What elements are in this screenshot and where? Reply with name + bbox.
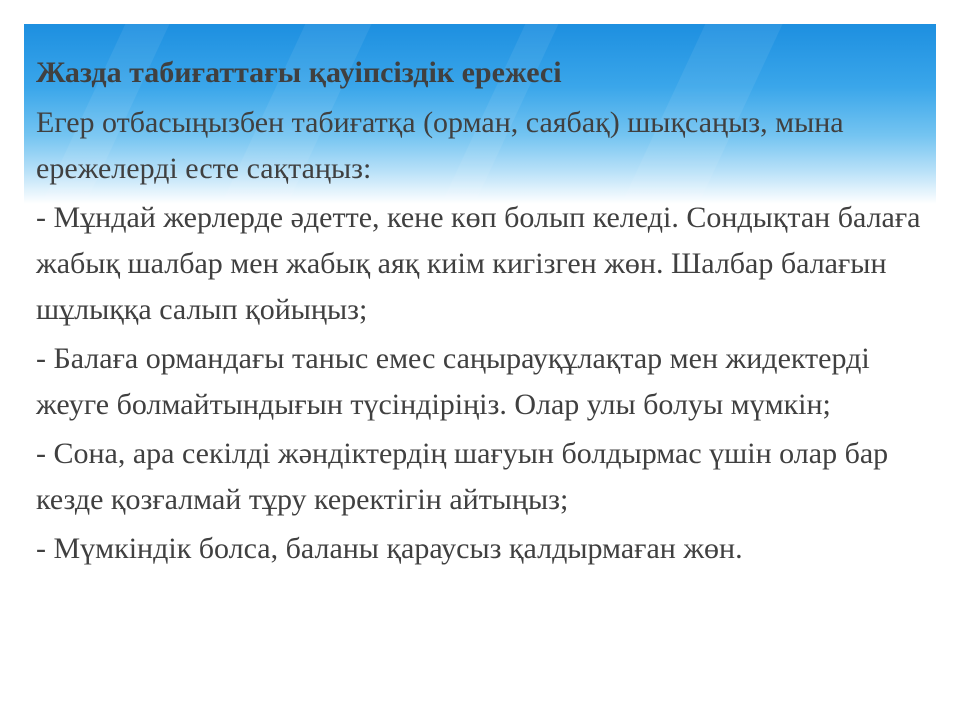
paragraph-ticks: - Мұндай жерлерде әдетте, кене көп болып келеді. Сондықтан балаға жабық шалбар мен жабық аяқ киім кигізген жөн. Шалбар балағын шұлыққа салып қойыңыз; — [36, 201, 921, 326]
paragraph-mushrooms: - Балаға ормандағы таныс емес саңырауқұлақтар мен жидектерді жеуге болмайтындығын түсіндіріңіз. Олар улы болуы мүмкін; — [36, 342, 870, 421]
paragraph-intro: Егер отбасыңызбен табиғатқа (орман, саябақ) шықсаңыз, мына ережелерді есте сақтаңыз: — [36, 106, 844, 185]
asterisk-icon: ✱ — [8, 6, 22, 25]
paragraph-supervision: - Мүмкіндік болса, баланы қараусыз қалдырмаған жөн. — [36, 532, 743, 565]
paragraph-insects: - Сона, ара секілді жәндіктердің шағуын болдырмас үшін олар бар кезде қозғалмай тұру керектігін айтыңыз; — [36, 437, 889, 516]
slide-body — [36, 50, 936, 575]
slide-heading: Жазда табиғаттағы қауіпсіздік ережесі — [36, 56, 562, 89]
